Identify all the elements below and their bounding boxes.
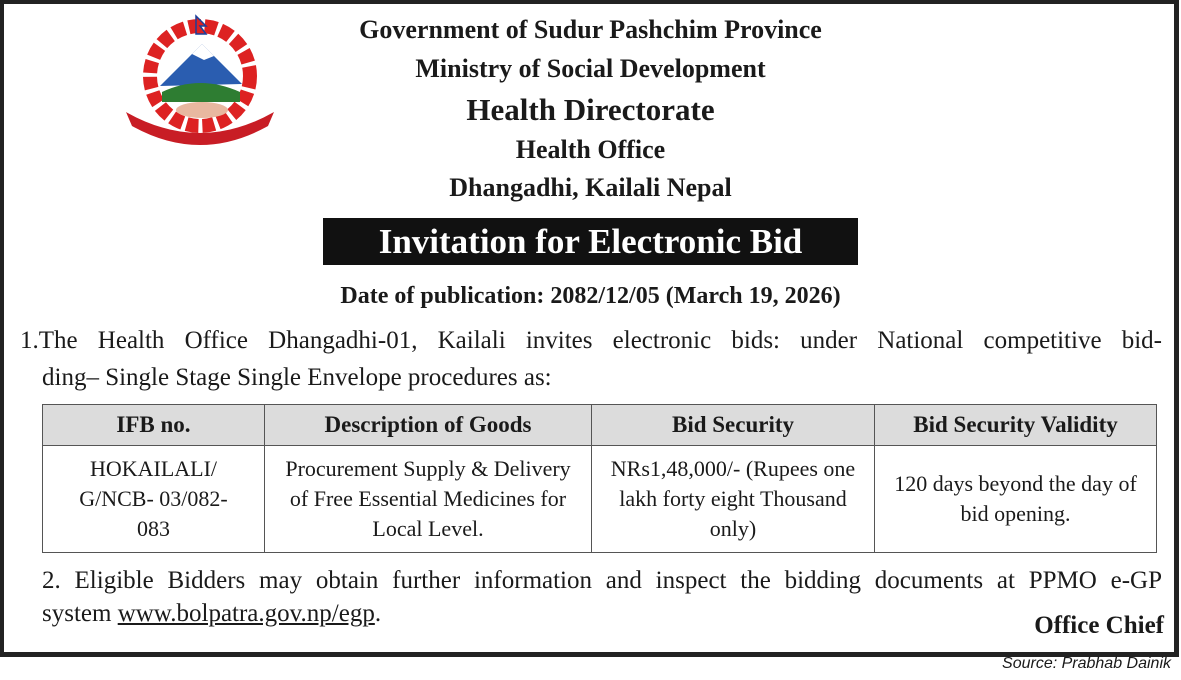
paragraph-2-suffix: . xyxy=(374,600,382,627)
header-ifb-no: IFB no. xyxy=(43,405,265,446)
header-validity: Bid Security Validity xyxy=(875,405,1157,446)
paragraph-2-line-2 xyxy=(42,595,642,632)
government-line: Government of Sudur Pashchim Province xyxy=(359,15,822,44)
title-banner: Invitation for Electronic Bid xyxy=(323,218,858,265)
paragraph-2-prefix: system xyxy=(42,600,118,627)
ministry-line: Ministry of Social Development xyxy=(415,54,766,83)
header-bid-security: Bid Security xyxy=(592,405,875,446)
cell-validity: 120 days beyond the day of bid opening. xyxy=(875,446,1157,553)
table-row xyxy=(43,446,1157,553)
directorate-line: Health Directorate xyxy=(466,92,715,127)
source-credit: Source: Prabhab Dainik xyxy=(1002,655,1171,672)
table-header-row xyxy=(43,405,1157,446)
cell-ifb-no: HOKAILALI/ G/NCB- 03/082-083 xyxy=(43,446,265,553)
cell-bid-security: NRs1,48,000/- (Rupees one lakh forty eight Thousand only) xyxy=(592,446,875,553)
paragraph-2-line-1: 2. Eligible Bidders may obtain further information and inspect the bidding documents at PPMO e-GP xyxy=(42,567,1162,594)
location-line: Dhangadhi, Kailali Nepal xyxy=(449,173,732,202)
egp-link[interactable]: www.bolpatra.gov.np/egp xyxy=(117,600,375,627)
header-description: Description of Goods xyxy=(265,405,592,446)
bid-table xyxy=(42,404,1157,553)
signature-office-chief: Office Chief xyxy=(1034,612,1164,639)
publication-date: Date of publication: 2082/12/05 (March 19, 2026) xyxy=(340,283,841,309)
paragraph-1-line-2: ding– Single Stage Single Envelope procedures as: xyxy=(42,364,552,391)
cell-description: Procurement Supply & Delivery of Free Essential Medicines for Local Level. xyxy=(265,446,592,553)
paragraph-1-line-1: 1.The Health Office Dhangadhi-01, Kailali invites electronic bids: under National competitive bid- xyxy=(20,327,1162,354)
office-line: Health Office xyxy=(515,135,666,164)
